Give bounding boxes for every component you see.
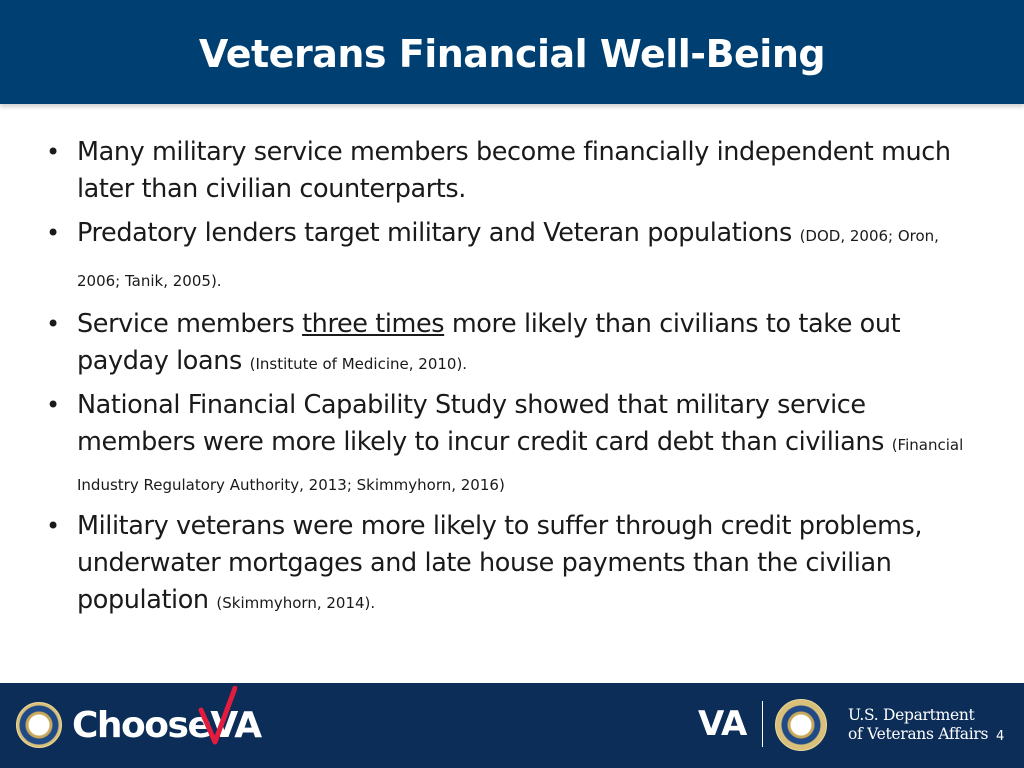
va-seal-icon	[16, 702, 62, 748]
slide-title: Veterans Financial Well-Being	[198, 32, 826, 76]
choosevia-checkmark-icon	[197, 686, 237, 746]
bullet-text: Military veterans were more likely to suffer through credit problems, underwater mortgages and late house payments than the civilian population	[77, 511, 923, 615]
va-seal-icon	[775, 699, 827, 751]
bullet-dot-icon: •	[46, 310, 60, 338]
title-bar	[0, 0, 1024, 104]
bullet-dot-icon: •	[46, 512, 60, 540]
va-wordmark: VA	[698, 704, 747, 744]
bullet-dot-icon: •	[46, 391, 60, 419]
bullet-item	[46, 134, 966, 208]
bullet-text: more likely than civilians to take out payday loans	[77, 309, 901, 376]
bullet-text: Many military service members become financially independent much later than civilian counterparts.	[77, 137, 951, 204]
bullet-item	[46, 212, 966, 302]
page-number: 4	[996, 729, 1005, 744]
bullet-text: Service members	[77, 309, 303, 339]
bullet-underlined-text: three times	[302, 309, 445, 339]
bullet-citation: (Financial Industry Regulatory Authority, 2013; Skimmyhorn, 2016)	[77, 436, 964, 494]
bullet-item	[46, 508, 966, 622]
bullet-text: Predatory lenders target military and Veteran populations	[77, 218, 792, 248]
bullet-citation: (DOD, 2006; Oron, 2006; Tanik, 2005).	[77, 227, 939, 290]
bullet-dot-icon: •	[46, 219, 60, 247]
choose-va-logo: ChooseVA	[72, 705, 261, 746]
department-line-2: of Veterans Affairs	[848, 725, 989, 743]
bullet-list	[46, 134, 966, 626]
footer-divider	[762, 701, 763, 747]
department-line-1: U.S. Department	[848, 706, 975, 724]
bullet-item	[46, 306, 966, 383]
bullet-item	[46, 387, 966, 504]
department-name	[848, 706, 988, 744]
bullet-text: National Financial Capability Study showed that military service members were more likely to incur credit card debt than civilians	[77, 390, 884, 457]
bullet-dot-icon: •	[46, 138, 60, 166]
bullet-citation: (Institute of Medicine, 2010).	[249, 355, 468, 373]
bullet-citation: (Skimmyhorn, 2014).	[216, 594, 376, 612]
